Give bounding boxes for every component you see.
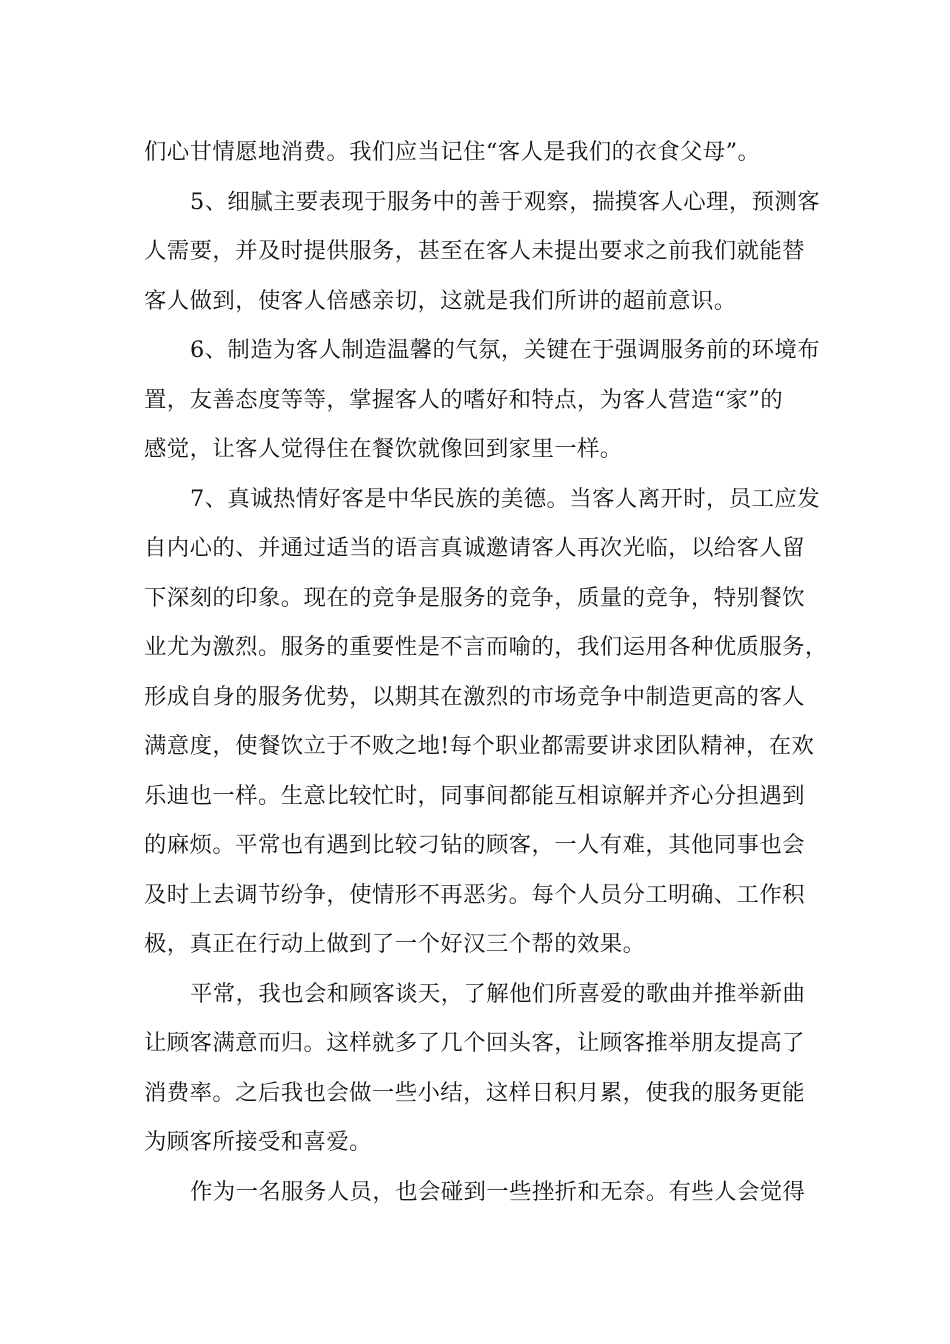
- text-line: 消费率。之后我也会做一些小结，这样日积月累，使我的服务更能: [144, 1079, 805, 1106]
- text-line: 满意度，使餐饮立于不败之地!每个职业都需要讲求团队精神，在欢: [144, 733, 815, 759]
- text-line: 置，友善态度等等，掌握客人的嗜好和特点，为客人营造“家”的: [144, 386, 784, 413]
- text-line: 业尤为激烈。服务的重要性是不言而喻的，我们运用各种优质服务，: [144, 634, 828, 660]
- body-text: [144, 128, 828, 1217]
- text-line: 乐迪也一样。生意比较忙时，同事间都能互相谅解并齐心分担遇到: [144, 782, 805, 809]
- text-line: 感觉，让客人觉得住在餐饮就像回到家里一样。: [144, 436, 623, 462]
- text-line: 们心甘情愿地消费。我们应当记住“客人是我们的衣食父母”。: [144, 139, 761, 165]
- text-line: 形成自身的服务优势，以期其在激烈的市场竞争中制造更高的客人: [144, 683, 805, 710]
- text-line: 7、真诚热情好客是中华民族的美德。当客人离开时，员工应发: [190, 485, 820, 512]
- text-line: 人需要，并及时提供服务，甚至在客人未提出要求之前我们就能替: [144, 238, 805, 264]
- text-line: 极，真正在行动上做到了一个好汉三个帮的效果。: [144, 931, 646, 957]
- text-line: 下深刻的印象。现在的竞争是服务的竞争，质量的竞争，特别餐饮: [144, 584, 805, 611]
- text-line: 作为一名服务人员，也会碰到一些挫折和无奈。有些人会觉得: [190, 1178, 806, 1205]
- text-line: 让顾客满意而归。这样就多了几个回头客，让顾客推举朋友提高了: [144, 1030, 805, 1056]
- text-line: 自内心的、并通过适当的语言真诚邀请客人再次光临，以给客人留: [144, 535, 805, 561]
- text-line: 6、制造为客人制造温馨的气氛，关键在于强调服务前的环境布: [190, 337, 820, 363]
- text-line: 及时上去调节纷争，使情形不再恶劣。每个人员分工明确、工作积: [144, 881, 805, 908]
- text-line: 客人做到，使客人倍感亲切，这就是我们所讲的超前意识。: [144, 287, 737, 314]
- text-line: 的麻烦。平常也有遇到比较刁钻的顾客，一人有难，其他同事也会: [144, 832, 805, 858]
- text-line: 5、细腻主要表现于服务中的善于观察，揣摸客人心理，预测客: [190, 188, 820, 215]
- text-line: 平常，我也会和顾客谈天，了解他们所喜爱的歌曲并推举新曲: [190, 980, 806, 1007]
- text-line: 为顾客所接受和喜爱。: [144, 1129, 372, 1155]
